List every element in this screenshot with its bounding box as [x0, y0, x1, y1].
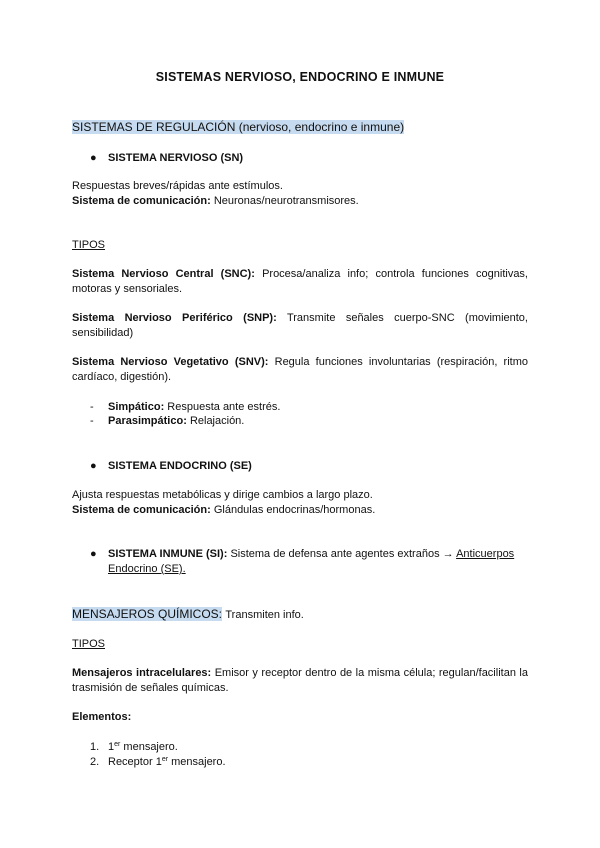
mensajeros-heading-suffix: Transmiten info.	[225, 609, 304, 621]
tipos-heading-mensajeros	[72, 637, 528, 652]
endocrino-line1-text: Ajusta respuestas metabólicas y dirige cambios a largo plazo.	[72, 489, 373, 501]
nervioso-title: SISTEMA NERVIOSO (SN)	[108, 152, 244, 164]
inmune-title: SISTEMA INMUNE (SI):	[108, 548, 228, 560]
snc-text: Procesa/analiza info; controla funciones cognitivas, motoras y sensoriales.	[72, 268, 528, 295]
dash-marker: -	[90, 415, 94, 427]
dash-marker: -	[90, 401, 94, 413]
snv-paragraph	[72, 355, 528, 385]
tipos-label: TIPOS	[72, 239, 106, 251]
mensajeros-heading	[72, 607, 528, 623]
regulacion-heading	[72, 120, 528, 135]
snv-text: Regula funciones involuntarias (respiración, ritmo cardíaco, digestión).	[72, 356, 529, 383]
tipos-heading-nervioso	[72, 238, 528, 253]
intracelulares-label: Mensajeros intracelulares:	[72, 667, 212, 679]
list-number: 2.	[90, 756, 100, 768]
tipos-label: TIPOS	[72, 638, 106, 650]
regulacion-heading-text: SISTEMAS DE REGULACIÓN (nervioso, endocrino e inmune)	[72, 120, 405, 134]
bullet-icon: ●	[90, 460, 97, 472]
endocrino-title: SISTEMA ENDOCRINO (SE)	[108, 460, 252, 472]
list-number: 1.	[90, 741, 100, 753]
snv-label: Sistema Nervioso Vegetativo (SNV):	[72, 356, 269, 368]
nervioso-comm-label: Sistema de comunicación:	[72, 195, 211, 207]
parasimpatico-text: Relajación.	[189, 415, 245, 427]
anticuerpos-link[interactable]: Anticuerpos	[456, 548, 515, 560]
inmune-paragraph	[108, 547, 528, 577]
elementos-heading	[72, 710, 528, 725]
snp-label: Sistema Nervioso Periférico (SNP):	[72, 312, 277, 324]
endocrino-line1	[72, 488, 528, 503]
snp-text: Transmite señales cuerpo-SNC (movimiento, sensibilidad)	[72, 312, 528, 339]
elementos-label: Elementos:	[72, 711, 132, 723]
parasimpatico-label: Parasimpático:	[108, 415, 187, 427]
snc-paragraph	[72, 267, 528, 297]
simpatico-label: Simpático:	[108, 401, 165, 413]
inmune-text: Sistema de defensa ante agentes extraños →	[230, 548, 454, 560]
snc-label: Sistema Nervioso Central (SNC):	[72, 268, 255, 280]
endocrino-comm-label: Sistema de comunicación:	[72, 504, 211, 516]
document-title: SISTEMAS NERVIOSO, ENDOCRINO E INMUNE	[155, 70, 445, 84]
nervioso-line1	[72, 179, 528, 194]
list-text: 1er mensajero.	[108, 741, 178, 753]
nervioso-line1-text: Respuestas breves/rápidas ante estímulos.	[72, 180, 283, 192]
nervioso-comm	[72, 194, 528, 209]
simpatico-text: Respuesta ante estrés.	[167, 401, 281, 413]
intracelulares-text: Emisor y receptor dentro de la misma célula; regulan/facilitan la trasmisión de señales químicas.	[72, 667, 528, 694]
endocrino-link[interactable]: Endocrino (SE).	[108, 563, 186, 575]
nervioso-comm-value: Neuronas/neurotransmisores.	[213, 195, 359, 207]
snp-paragraph	[72, 311, 528, 341]
list-text: Receptor 1er mensajero.	[108, 756, 226, 768]
mensajeros-heading-text: MENSAJEROS QUÍMICOS:	[72, 607, 223, 621]
intracelulares-paragraph	[72, 666, 528, 696]
bullet-icon: ●	[90, 548, 97, 560]
endocrino-comm-value: Glándulas endocrinas/hormonas.	[213, 504, 376, 516]
bullet-icon: ●	[90, 152, 97, 164]
endocrino-comm	[72, 503, 528, 518]
